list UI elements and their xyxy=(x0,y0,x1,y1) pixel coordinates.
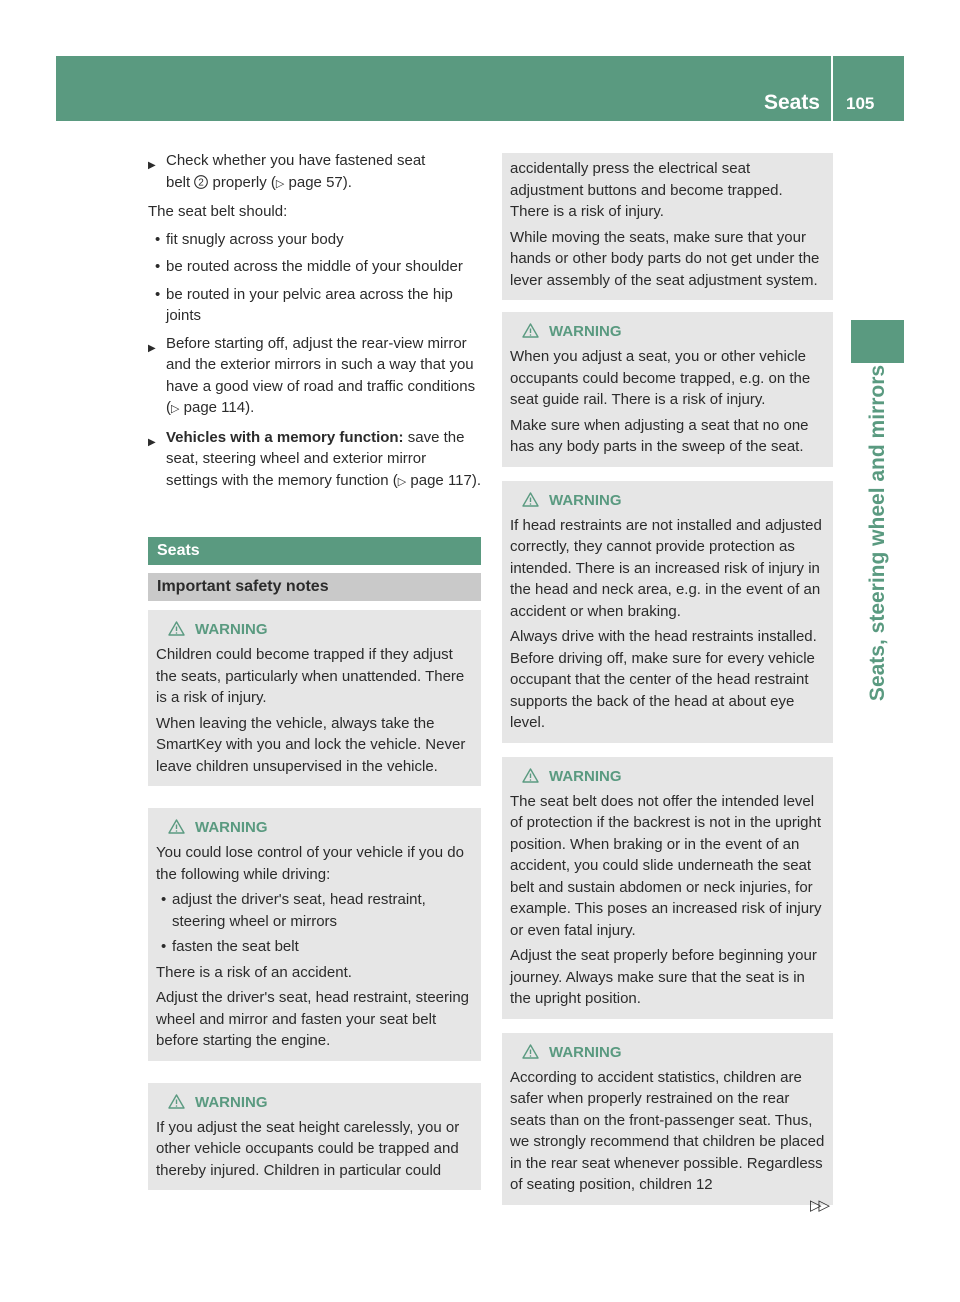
warning-title: WARNING xyxy=(156,619,473,640)
warning-triangle-icon xyxy=(522,492,539,507)
warning-triangle-icon xyxy=(168,819,185,834)
subsection-heading: Important safety notes xyxy=(148,573,481,601)
warning-box xyxy=(502,757,833,1019)
warning-text: According to accident statistics, children are safer when properly restrained on the rear seats than on the front-passenger seat. Thus, we strongly recommend that children be placed in the rear seat whenever possible. Regardless of seating position, children 12 xyxy=(510,1068,825,1193)
warning-title: WARNING xyxy=(510,1042,825,1063)
warning-box xyxy=(148,808,481,1061)
warning-triangle-icon xyxy=(522,768,539,783)
warning-text: While moving the seats, make sure that your hands or other body parts do not get under the lever assembly of the seat adjustment system. xyxy=(510,228,820,289)
warning-box xyxy=(502,1033,833,1205)
continue-arrows-icon: ▷▷ xyxy=(810,1197,828,1214)
page-ref-link[interactable]: page 57). xyxy=(284,173,352,191)
page-ref-link[interactable]: page 114). xyxy=(179,399,255,416)
warning-box xyxy=(148,1083,481,1191)
step-arrow-icon: ▶ xyxy=(148,342,156,354)
warning-text: accidentally press the electrical seat adjustment buttons and become trapped. There is a risk of injury. xyxy=(510,160,783,220)
warning-box xyxy=(148,610,481,786)
list-item: • be routed in your pelvic area across the hip joints xyxy=(155,285,453,324)
warning-box xyxy=(502,312,833,467)
page-number: 105 xyxy=(846,94,875,113)
section-heading: Seats xyxy=(148,537,481,565)
right-column xyxy=(502,153,833,1205)
svg-text:2: 2 xyxy=(198,177,205,188)
warning-text: Always drive with the head restraints installed. Before driving off, make sure for every vehicle occupant that the center of the head restraint supports the back of the head at about eye level. xyxy=(510,628,817,731)
warning-title: WARNING xyxy=(510,766,825,787)
warning-box-continued xyxy=(502,153,833,300)
list-item: • adjust the driver's seat, head restraint, steering wheel or mirrors xyxy=(161,891,426,930)
seatbelt-should-label: The seat belt should: xyxy=(148,203,288,220)
warning-text: Children could become trapped if they adjust the seats, particularly when unattended. There is a risk of injury. xyxy=(156,646,465,706)
warning-text: There is a risk of an accident. xyxy=(156,963,352,981)
header-divider xyxy=(831,56,833,121)
chapter-tab xyxy=(851,320,904,363)
step-arrow-icon: ▶ xyxy=(148,436,156,448)
warning-text: When leaving the vehicle, always take the SmartKey with you and lock the vehicle. Never leave children unsupervised in the vehicle. xyxy=(156,714,466,775)
page-ref-arrow-icon: ▷ xyxy=(275,177,285,190)
warning-triangle-icon xyxy=(522,323,539,338)
chapter-label: Seats, steering wheel and mirrors xyxy=(866,364,889,702)
page-ref-arrow-icon: ▷ xyxy=(397,475,407,488)
warning-title: WARNING xyxy=(510,321,825,342)
page-ref-link[interactable]: page 117). xyxy=(406,471,482,489)
warning-title: WARNING xyxy=(156,817,473,838)
warning-text: If head restraints are not installed and adjusted correctly, they cannot provide protection as intended. There is an increased risk of injury in the head and neck area, e.g. in the event of an accident or when braking. xyxy=(510,516,822,620)
list-item: • fit snugly across your body xyxy=(155,230,344,248)
page-ref-arrow-icon: ▷ xyxy=(171,403,180,415)
header-section-title: Seats xyxy=(763,91,820,114)
step-adjust-mirrors: ▶ Before starting off, adjust the rear-view mirror and the exterior mirrors in such a way that you have a good view of road and traffic conditions (▷ page 114). xyxy=(148,334,476,416)
list-item: • fasten the seat belt xyxy=(161,938,299,955)
list-item: • be routed across the middle of your shoulder xyxy=(155,258,463,275)
circled-number-icon xyxy=(194,175,208,189)
step-check-seatbelt: ▶ Check whether you have fastened seat belt 2 properly (▷ page 57). xyxy=(148,152,426,191)
step-memory-function: ▶ Vehicles with a memory function: save the seat, steering wheel and exterior mirror settings with the memory function (▷ page 117). xyxy=(148,428,482,489)
warning-triangle-icon xyxy=(168,621,185,636)
warning-title: WARNING xyxy=(156,1092,473,1113)
warning-text: Make sure when adjusting a seat that no one has any body parts in the sweep of the seat. xyxy=(510,416,809,455)
warning-text: The seat belt does not offer the intended level of protection if the backrest is not in the upright position. When braking or in the event of an accident, you could slide underneath the seat belt and sustain abdomen or neck injuries, for example. This poses an increased risk of injury or even fatal injury. xyxy=(510,792,822,939)
warning-text: You could lose control of your vehicle if you do the following while driving: xyxy=(156,844,464,883)
warning-triangle-icon xyxy=(522,1044,539,1059)
warning-text: Adjust the seat properly before beginning your journey. Always make sure that the seat is in the upright position. xyxy=(510,947,817,1007)
warning-triangle-icon xyxy=(168,1094,185,1109)
warning-box xyxy=(502,481,833,743)
warning-text: When you adjust a seat, you or other vehicle occupants could become trapped, e.g. on the seat guide rail. There is a risk of injury. xyxy=(510,348,811,408)
warning-text: If you adjust the seat height carelessly, you or other vehicle occupants could be trapped and thereby injured. Children in particular could xyxy=(156,1118,460,1179)
step-arrow-icon: ▶ xyxy=(148,160,156,171)
warning-title: WARNING xyxy=(510,490,825,511)
warning-text: Adjust the driver's seat, head restraint, steering wheel and mirror and fasten your seat belt before starting the engine. xyxy=(156,989,470,1049)
left-column xyxy=(148,150,481,1190)
